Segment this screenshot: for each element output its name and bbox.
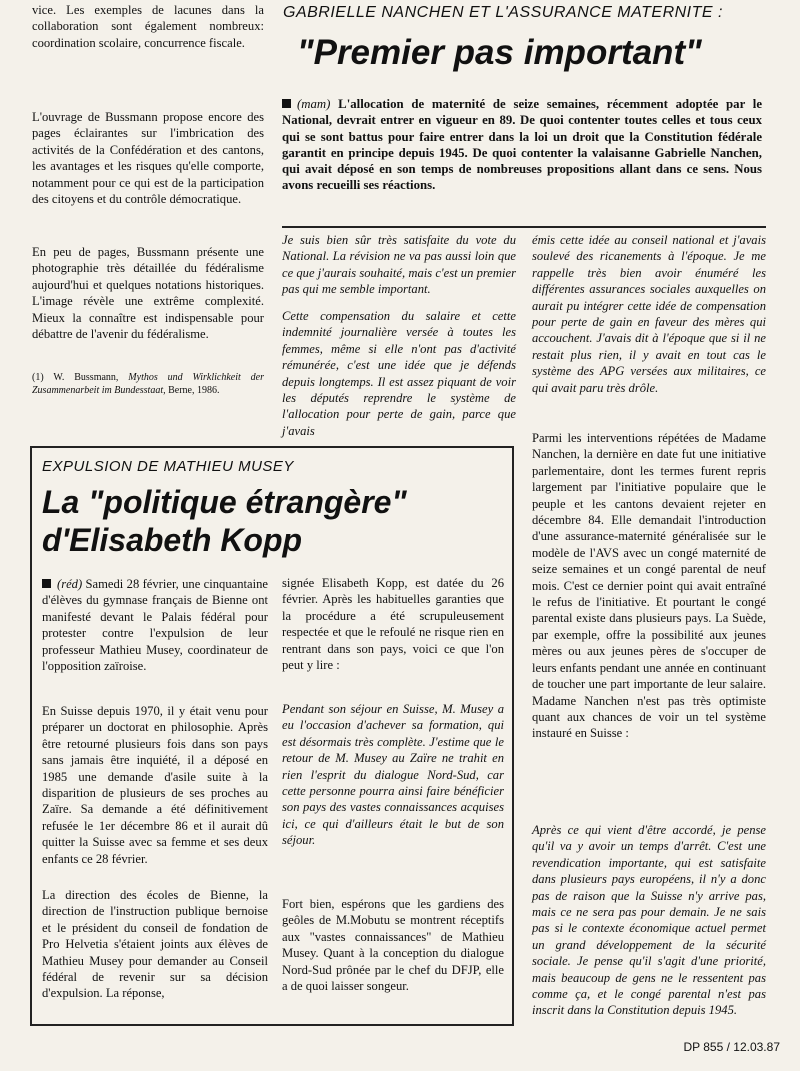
left-col-para-2: L'ouvrage de Bussmann propose encore des pages éclairantes sur l'imbrication des activités de la Confédération et des cantons, les avantages et les risques qu'elle comporte, notamment pour ce qui est de la participation des citoyens et du contrôle démocratique. [32, 110, 264, 207]
musey-kicker: EXPULSION DE MATHIEU MUSEY [42, 458, 294, 475]
musey-headline-line1: La "politique étrangère" [42, 484, 407, 520]
nanchen-quote-col1-a: Je suis bien sûr très satisfaite du vote du National. La révision ne va pas aussi loin que ce que j'aurais souhaité, mais c'est un premier pas qui me semble important. [282, 233, 516, 297]
musey-col2-para-2: Fort bien, espérons que les gardiens des geôles de M.Mobutu se montrent réceptifs aux "vastes connaissances" de Mathieu Musey. Quant à la conception du dialogue Nord-Sud prônée par le chef du DFJP, elle a de quoi laisser songeur. [282, 897, 504, 994]
footnote-title: Mythos und Wirklichkeit der Zusammenarbeit im Bundesstaat, [32, 372, 264, 396]
nanchen-lead-text: L'allocation de maternité de seize semaines, récemment adoptée par le National, devrait entrer en vigueur en 89. De quoi contenter toutes celles et tous ceux qui se sont battus pour faire entrer dans la loi un droit que la Constitution fédérale garantit en principe depuis 1945. De quoi contenter la valaisanne Gabrielle Nanchen, qui avait déposé en son temps de nombreuses propositions allant dans ce sens. Nous avons recueilli ses réactions. [282, 97, 762, 193]
musey-col1-para-3: La direction des écoles de Bienne, la direction de l'instruction publique bernoise et le président du conseil de fondation de Pro Helvetia s'étaient joints aux élèves de Mathieu Musey pour demander au Conseil fédéral de revenir sur sa décision d'expulsion. La réponse, [42, 888, 268, 1001]
nanchen-final-quote: Après ce qui vient d'être accordé, je pense qu'il va y avoir un temps d'arrêt. C'est une revendication importante, qui est satisfaite dans plusieurs pays européens, il n'y a donc pas de raison que la Suisse n'y arrive pas, mais ce ne sera pas pour demain. Je ne sais pas si le contexte économique actuel permet un grand développement de la sécurité sociale. Je pense qu'il s'agit d'une priorité, mais beaucoup de gens ne le ressentent pas comme ça, et le congé parental n'est pas inscrit dans la Constitution depuis 1945. [532, 823, 766, 1018]
footnote-prefix: (1) W. Bussmann, [32, 372, 119, 383]
nanchen-lead [282, 96, 762, 194]
musey-lead-author: (réd) [57, 577, 83, 591]
bullet-square-icon [282, 99, 291, 108]
bullet-square-icon [42, 579, 51, 588]
nanchen-quote-col2: émis cette idée au conseil national et j'avais soulevé des ricanements à l'époque. Je me rappelle très bien avoir énuméré les différentes assurances sociales auxquelles on aurait pu intégrer cette idée de compensation pour perte de gain en faveur des mères qui accouchent. J'avais dit à l'époque que si il ne restait plus rien, il y avait en tout cas le système des APG versées aux militaires, ce qui avait paru très drôle. [532, 233, 766, 395]
footnote-suffix: Berne, 1986. [168, 385, 220, 396]
musey-headline-line2: d'Elisabeth Kopp [42, 522, 303, 558]
musey-col1-para-2: En Suisse depuis 1970, il y était venu pour préparer un doctorat en philosophie. Après être retourné plusieurs fois dans son pays sans jamais être inquiété, il a déposé en 1985 une demande d'asile suite à la disparition de plusieurs de ses proches au Zaïre. Sa demande a été définitivement refusée le 1er décembre 86 et il aurait dû quitter la Suisse avec sa femme et ses deux enfants ce 28 février. [42, 704, 268, 866]
left-col-para-3: En peu de pages, Bussmann présente une photographie très détaillée du fédéralisme aujourd'hui et quelques notations historiques. L'image révèle une extrême complexité. Mieux la connaître est indispensable pour débattre de l'avenir du fédéralisme. [32, 245, 264, 342]
musey-col2-quote: Pendant son séjour en Suisse, M. Musey a eu l'occasion d'achever sa formation, qui est désormais très complète. J'estime que le retour de M. Musey au Zaïre ne trahit en rien l'esprit du dialogue Nord-Sud, car cette personne pourra ainsi faire bénéficier son pays des vastes connaissances acquises ici, ce qui d'ailleurs était le but de son séjour. [282, 702, 504, 848]
nanchen-quote-col1-b: Cette compensation du salaire et cette indemnité journalière versée à toutes les femmes, même si elle n'ont pas d'activité rémunérée, c'est une idée que je défends depuis longtemps. Il est assez piquant de voir les députés reprendre le système de l'allocation pour perte de gain, parce que j'avais [282, 309, 516, 438]
footnote [32, 371, 264, 397]
nanchen-lead-author: (mam) [297, 97, 331, 111]
musey-col2-para-1: signée Elisabeth Kopp, est datée du 26 février. Après les habituelles garanties que la procédure a été scrupuleusement respectée et que le refoulé ne risque rien en rentrant dans son pays, voici ce que l'on peut y lire : [282, 576, 504, 673]
nanchen-rule [282, 226, 766, 228]
page-ref: DP 855 / 12.03.87 [683, 1040, 780, 1054]
musey-col1-para-1-text: Samedi 28 février, une cinquantaine d'élèves du gymnase français de Bienne ont manifesté devant le Palais fédéral pour protester contre l'expulsion de leur professeur Mathieu Musey, coordinateur de l'opposition zaïroise. [42, 577, 268, 674]
nanchen-headline: "Premier pas important" [297, 33, 702, 72]
left-col-para-1: vice. Les exemples de lacunes dans la collaboration sont également nombreux: coordination scolaire, concurrence fiscale. [32, 3, 264, 50]
musey-col1-para-1 [42, 576, 268, 674]
nanchen-body: Parmi les interventions répétées de Madame Nanchen, la dernière en date fut une initiative parlementaire, dont les termes furent repris largement par l'initiative populaire que le peuple et les cantons devaient rejeter en décembre 84. Elle demandait l'introduction d'une assurance-maternité généralisée sur le modèle de l'AVS avec un congé maternité de seize semaines et un congé parental de neuf mois. C'est ce dernier point qui avait entraîné le refus de l'initiative. Et pourtant le congé parental existe dans plusieurs pays. La Suède, par exemple, offre la possibilité aux jeunes mères ou aux jeunes pères de s'occuper de leurs enfants pendant une année en continuant de toucher une part importante de leur salaire. Madame Nanchen n'est pas très optimiste quant aux chances de voir un tel système instauré en Suisse : [532, 431, 766, 741]
nanchen-kicker: GABRIELLE NANCHEN ET L'ASSURANCE MATERNITE : [283, 4, 723, 21]
